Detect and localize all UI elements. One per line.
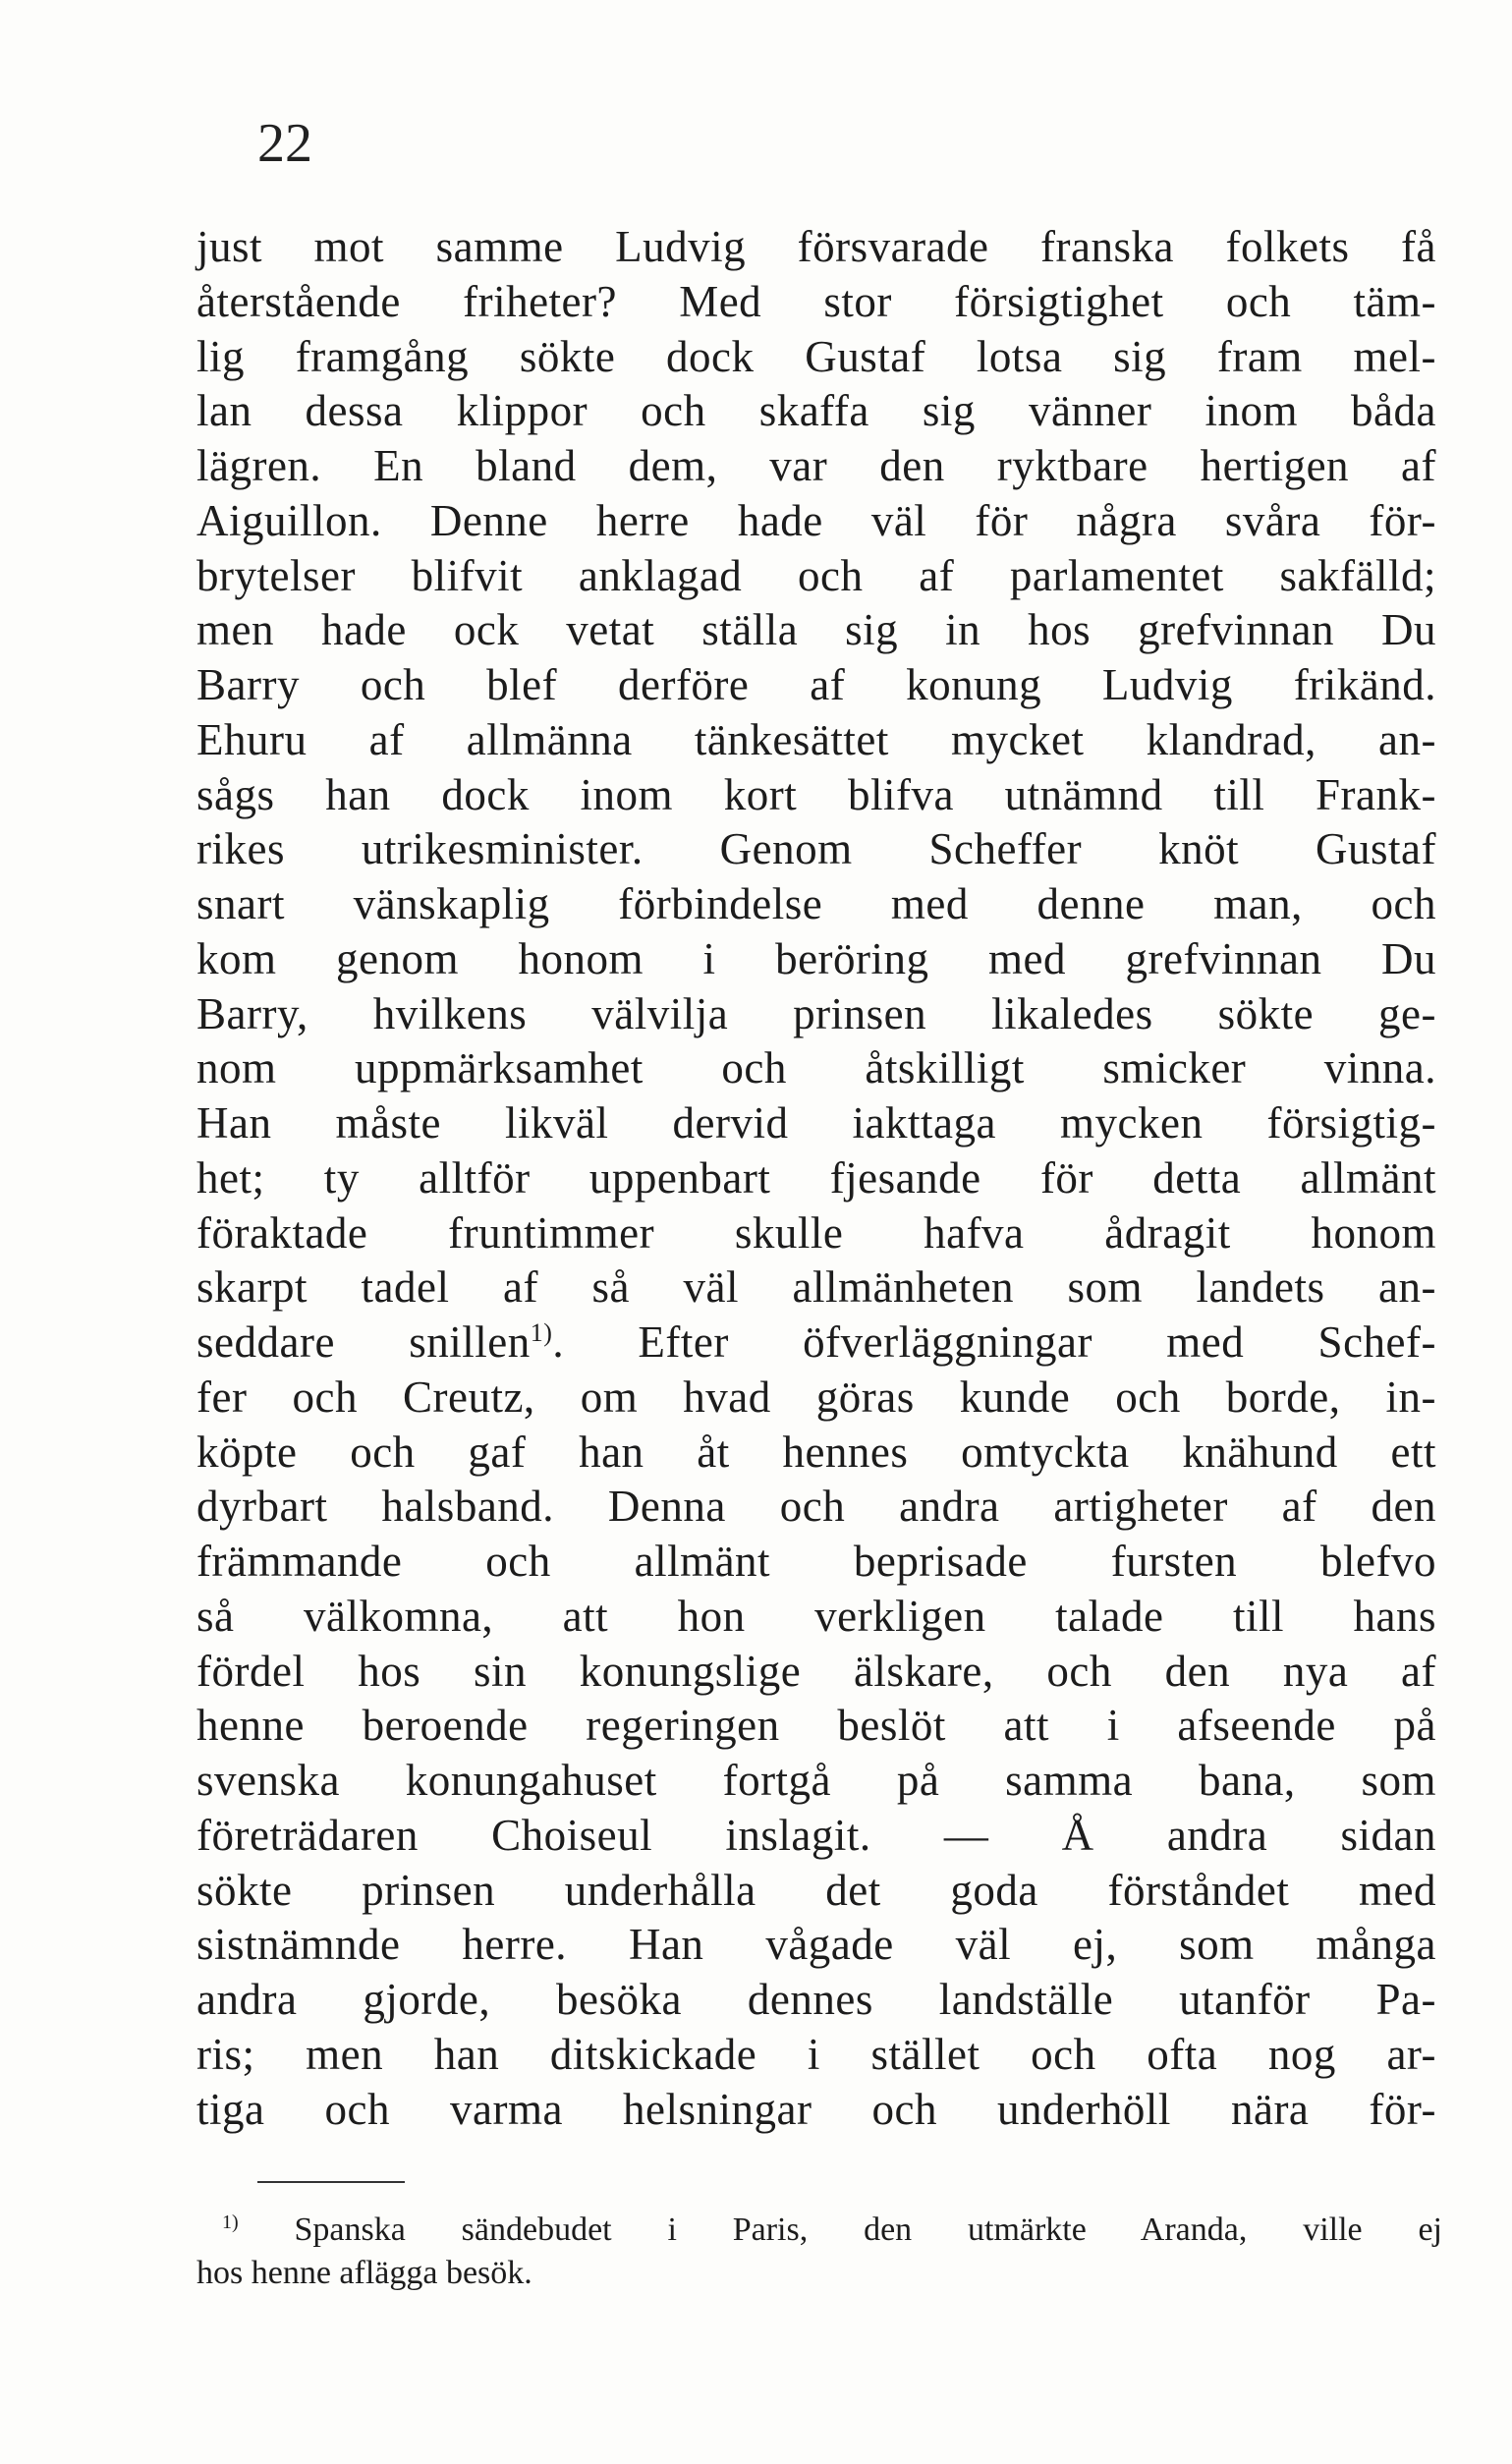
footnote (196, 2209, 1442, 2295)
text-line: lig framgång sökte dock Gustaf lotsa sig fram mel- (196, 331, 1436, 381)
text-line: rikes utrikesminister. Genom Scheffer knöt Gustaf (196, 824, 1436, 874)
text-line: fer och Creutz, om hvad göras kunde och borde, in- (196, 1372, 1436, 1422)
text-line: sökte prinsen underhålla det goda förståndet med (196, 1865, 1436, 1915)
text-line: så välkomna, att hon verkligen talade till hans (196, 1591, 1436, 1641)
text-line: fördel hos sin konungslige älskare, och den nya af (196, 1646, 1436, 1696)
footnote-line (196, 2209, 1442, 2252)
footnote-reference: 1) (530, 1318, 553, 1347)
page-number: 22 (257, 113, 312, 174)
text-line: tiga och varma helsningar och underhöll nära för- (196, 2084, 1436, 2134)
text-line: skarpt tadel af så väl allmänheten som landets an- (196, 1262, 1436, 1313)
text-fragment: seddare snillen (196, 1317, 531, 1367)
text-line-with-footnote-ref (196, 1316, 1436, 1371)
text-line: främmande och allmänt beprisade fursten blefvo (196, 1537, 1436, 1586)
text-line: nom uppmärksamhet och åtskilligt smicker vinna. (196, 1043, 1436, 1093)
text-line: Aiguillon. Denne herre hade väl för några svåra för- (196, 495, 1436, 545)
text-line: ris; men han ditskickade i stället och ofta nog ar- (196, 2029, 1436, 2079)
text-line: men hade ock vetat ställa sig in hos grefvinnan Du (196, 605, 1436, 655)
text-line: återstående friheter? Med stor försigtighet och täm- (196, 276, 1436, 326)
text-line: sistnämnde herre. Han vågade väl ej, som många (196, 1920, 1436, 1970)
text-line: Barry, hvilkens välvilja prinsen likaledes sökte ge- (196, 988, 1436, 1038)
text-line: henne beroende regeringen beslöt att i afseende på (196, 1701, 1436, 1751)
text-line: Ehuru af allmänna tänkesättet mycket klandrad, an- (196, 714, 1436, 764)
text-line: svenska konungahuset fortgå på samma bana, som (196, 1756, 1436, 1805)
text-fragment: . Efter öfverläggningar med Schef- (552, 1317, 1436, 1367)
text-line: föraktade fruntimmer skulle hafva ådragit honom (196, 1207, 1436, 1258)
text-line: dyrbart halsband. Denna och andra artigheter af den (196, 1482, 1436, 1532)
text-line: snart vänskaplig förbindelse med denne man, och (196, 879, 1436, 928)
text-line: Han måste likväl dervid iakttaga mycken försigtig- (196, 1098, 1436, 1148)
footnote-marker: 1) (222, 2212, 239, 2233)
text-line: kom genom honom i beröring med grefvinnan Du (196, 933, 1436, 983)
text-line: köpte och gaf han åt hennes omtyckta knähund ett (196, 1427, 1436, 1477)
footnote-divider (257, 2181, 405, 2183)
text-line: Barry och blef derföre af konung Ludvig frikänd. (196, 660, 1436, 709)
footnote-text: Spanska sändebudet i Paris, den utmärkte Aranda, ville ej (294, 2212, 1442, 2248)
text-line: brytelser blifvit anklagad och af parlamentet sakfälld; (196, 550, 1436, 600)
text-line: het; ty alltför uppenbart fjesande för detta allmänt (196, 1152, 1436, 1203)
footnote-line: hos henne aflägga besök. (196, 2255, 532, 2291)
text-line: lan dessa klippor och skaffa sig vänner inom båda (196, 386, 1436, 436)
text-line: företrädaren Choiseul inslagit. — Å andra sidan (196, 1810, 1436, 1860)
text-line: just mot samme Ludvig försvarade franska folkets få (196, 222, 1436, 271)
text-line: andra gjorde, besöka dennes landställe utanför Pa- (196, 1975, 1436, 2024)
body-text (196, 220, 1436, 2137)
text-line: sågs han dock inom kort blifva utnämnd till Frank- (196, 769, 1436, 819)
text-line: lägren. En bland dem, var den ryktbare hertigen af (196, 441, 1436, 490)
